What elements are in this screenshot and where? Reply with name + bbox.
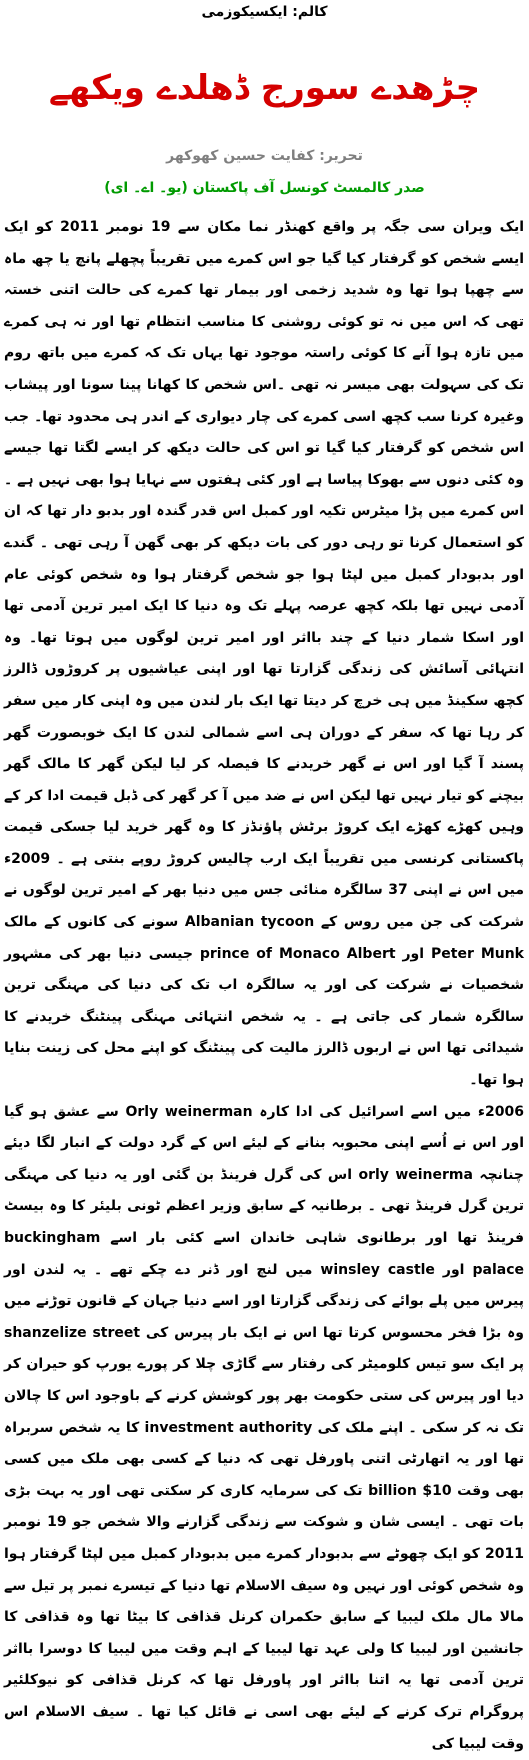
article-paragraph: 2006ء میں اسے اسرائیل کی ادا کارہ Orly weinerman سے عشق ہو گیا اور اس نے اُسے اپنی محبوبہ بنانے کے لیئے اس کے گرد دولت کے انبار لگا دیئے چنانچہ orly weinerma اس کی گرل فرینڈ بن گئی اور یہ دنیا کی مہنگی ترین گرل فرینڈ تھی ۔ برطانیہ کے سابق وزیر اعظم ٹونی بلیئر کا وہ بیسٹ فرینڈ تھا اور برطانوی شاہی خاندان اسے کئی بار اسے buckingham palace اور winsley castle میں لنچ اور ڈنر دے چکے تھے ۔ یہ لندن اور پیرس میں پلے بوائے کی زندگی گزارتا اور اسے دنیا جہان کے قانون توڑنے میں وہ بڑا فخر محسوس کرتا تھا اس نے ایک بار پیرس کی shanzelize street پر ایک سو تیس کلومیٹر کی رفتار سے گاڑی چلا کر پورے یورپ کو حیران کر دیا اور پیرس کی ستی حکومت بھر پور کوشش کرنے کے باوجود اس کا چالان تک نہ کر سکی ۔ اپنے ملک کی investment authority کا یہ شخص سربراہ تھا اور یہ اتھارٹی اتنی پاورفل تھی کہ دنیا کے کسی بھی ملک میں کسی بھی وقت 10$ billion تک کی سرمایہ کاری کر سکتی تھی اور یہ بہت بڑی بات تھی ۔ ایسی شان و شوکت سے زندگی گزارنے والا شخص جو 19 نومبر 2011 کو ایک چھوٹے سے بدبودار کمرے میں بدبودار کمبل میں لپٹا گرفتار ہوا وہ شخص کوئی اور نہیں وہ سیف الاسلام تھا دنیا کے تیسرے نمبر پر تیل سے مالا مال ملک لیبیا کے سابق حکمران کرنل قذافی کا بیٹا تھا وہ قذافی کا جانشین اور لیبیا کا ولی عہد تھا لیبیا کے اہم وقت میں لیبیا کا دوسرا بااثر ترین آدمی تھا یہ اتنا بااثر اور پاورفل تھا کہ کرنل قذافی کو نیوکلئیر پروگرام ترک کرنے کے لیئے بھی اسی نے قائل کیا تھا ۔ سیف الاسلام اس وقت لیبیا کی [4, 1103, 525, 1752]
author-affiliation: صدر کالمسٹ کونسل آف پاکستان (یو۔ اے۔ ای) [104, 180, 425, 196]
article-body [4, 212, 524, 1760]
author-byline: تحریر: کفایت حسین کھوکھر [166, 148, 363, 164]
article-headline: چڑھدے سورج ڈھلدے ویکھے [48, 68, 481, 108]
column-label: کالم: ایکسیکوزمی [201, 4, 328, 20]
article-paragraph: ایک ویران سی جگہ پر واقع کھنڈر نما مکان سے 19 نومبر 2011 کو ایک ایسے شخص کو گرفتار کیا گیا جو اس کمرے میں تقریباً پچھلے پانچ یا چھ ماہ سے چھپا ہوا تھا وہ شدید زخمی اور بیمار تھا کمرے کی حالت اتنی خستہ تھی کہ اس میں نہ تو کوئی روشنی کا مناسب انتظام تھا اور نہ ہی کمرے میں تازہ ہوا آنے کا کوئی راستہ موجود تھا یہاں تک کہ کمرے میں باتھ روم تک کی سہولت بھی میسر نہ تھی ۔اس شخص کا کھانا پینا سونا اور پیشاب وغیرہ کرنا سب کچھ اسی کمرے کی چار دیواری کے اندر ہی محدود تھا۔ جب اس شخص کو گرفتار کیا گیا تو اس کی حالت دیکھ کر ایسے لگتا تھا جیسے وہ کئی دنوں سے بھوکا پیاسا ہے اور کئی ہفتوں سے نہایا ہوا بھی نہیں ہے ۔ اس کمرے میں پڑا میٹرس تکیہ اور کمبل اس قدر گندہ اور بدبو دار تھا کہ ان کو استعمال کرنا تو رہی دور کی بات دیکھ کر بھی گھن آ رہی تھی ۔ گندے اور بدبودار کمبل میں لپٹا ہوا جو شخص گرفتار ہوا وہ شخص کوئی عام آدمی نہیں تھا بلکہ کچھ عرصہ پہلے تک وہ دنیا کا ایک امیر ترین آدمی تھا اور اسکا شمار دنیا کے چند بااثر اور امیر ترین لوگوں میں ہوتا تھا۔ وہ انتہائی آسائش کی زندگی گزارتا تھا اور اپنی عیاشیوں پر کروڑوں ڈالرز کچھ سکینڈ میں ہی خرچ کر دیتا تھا ایک بار لندن میں وہ اپنی کار میں سفر کر رہا تھا کہ سفر کے دوران ہی اسے شمالی لندن کا ایک خوبصورت گھر پسند آ گیا اور اس نے گھر خریدنے کا فیصلہ کر لیا لیکن گھر کا مالک گھر بیچنے کو تیار نہیں تھا لیکن اس نے ضد میں آ کر گھر کی ڈبل قیمت ادا کر کے وہیں کھڑے کھڑے ایک کروڑ برٹش پاؤنڈز کا وہ گھر خرید لیا جسکی قیمت پاکستانی کرنسی میں تقریباً ایک ارب چالیس کروڑ روپے بنتی ہے ۔ 2009ء میں اس نے اپنی 37 سالگرہ منائی جس میں دنیا بھر کے امیر ترین لوگوں نے شرکت کی جن میں روس کے Albanian tycoon سونے کی کانوں کے مالک Peter Munk اور prince of Monaco Albert جیسی دنیا بھر کی مشہور شخصیات نے شرکت کی اور یہ سالگرہ اب تک کی دنیا کی مہنگی ترین سالگرہ شمار کی جاتی ہے ۔ یہ شخص انتہائی مہنگی پینٹنگ خریدنے کا شیدائی تھا اس نے اربوں ڈالرز مالیت کی پینٹنگ کو اپنے محل کی زینت بنایا ہوا تھا۔ [4, 219, 524, 1089]
